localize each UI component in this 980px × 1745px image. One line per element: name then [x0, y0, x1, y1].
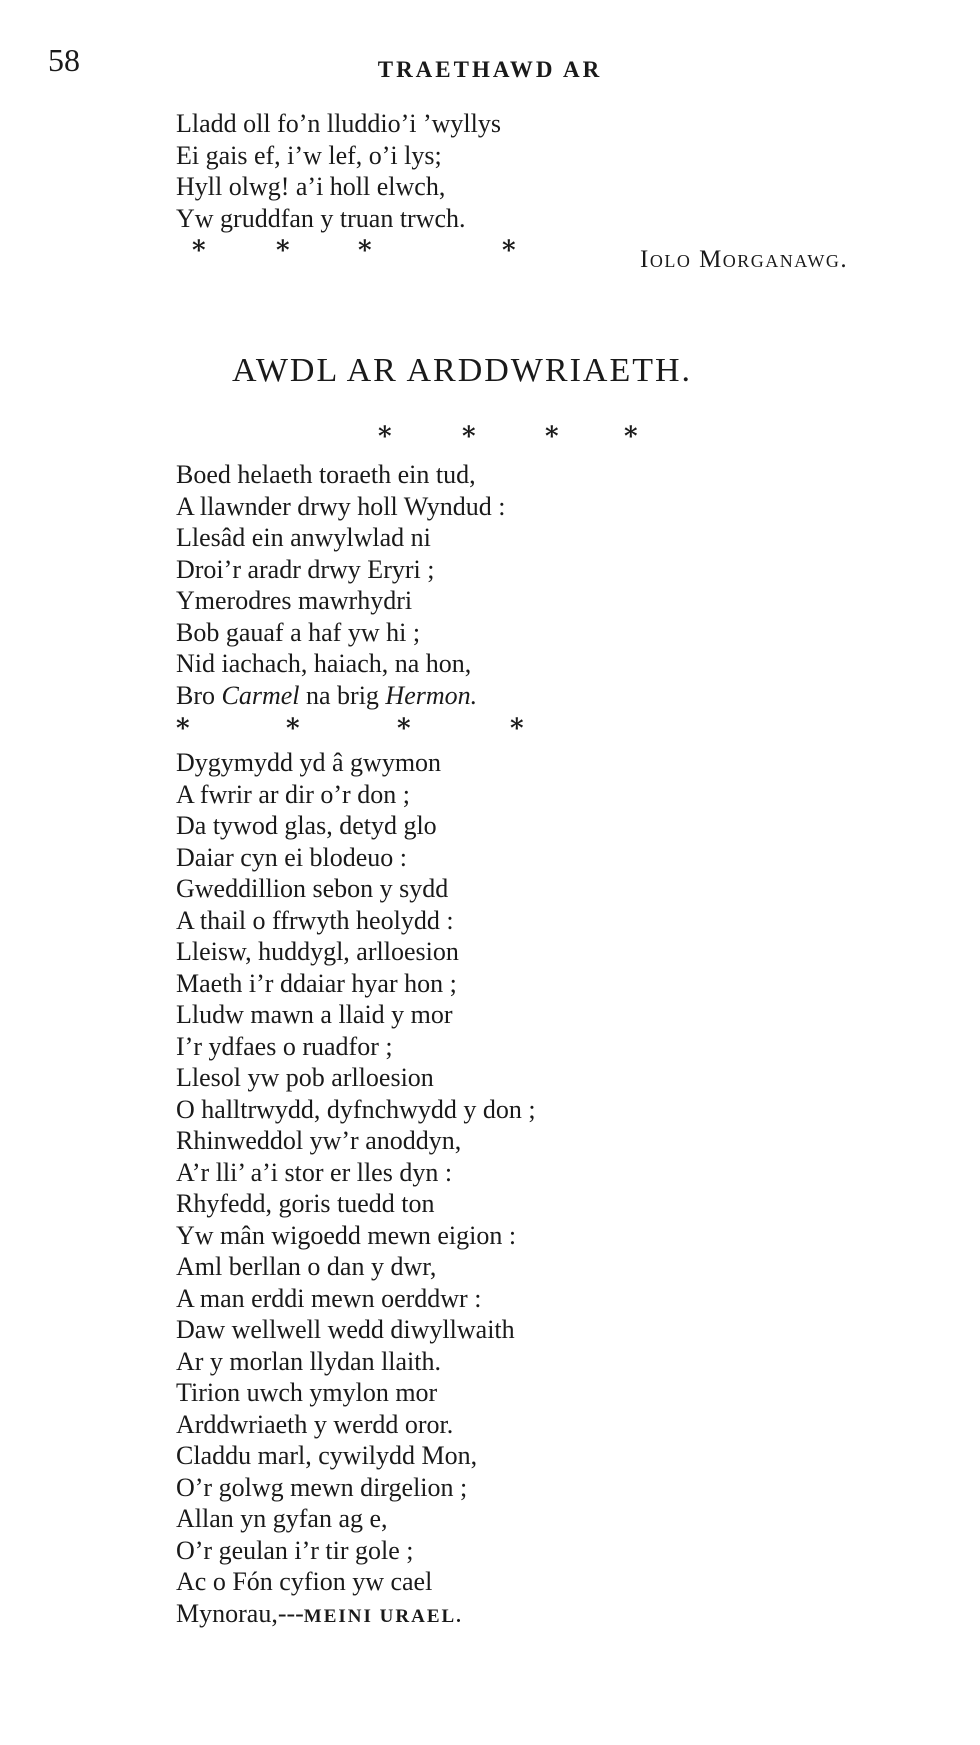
running-head: TRAETHAWD AR: [377, 57, 603, 82]
star-separator: [0, 716, 980, 746]
poem-line: O halltrwydd, dyfnchwydd y don ;: [176, 1094, 536, 1124]
poem-line: A man erddi mewn oerddwr :: [176, 1283, 482, 1313]
poem-line: Da tywod glas, detyd glo: [176, 811, 437, 840]
star-separator: [0, 424, 980, 454]
poem-line: Nid iachach, haiach, na hon,: [176, 649, 472, 678]
star: *: [397, 714, 411, 744]
poem-line: [176, 680, 505, 712]
poem-title: AWDL AR ARDDWRIAETH.: [232, 352, 693, 389]
poem-line: Daw wellwell wedd diwyllwaith: [176, 1315, 515, 1344]
poem-line: Aml berllan o dan y dwr,: [176, 1252, 437, 1281]
poem-line: A fwrir ar dir o’r don ;: [176, 779, 410, 809]
poem-line: Ei gais ef, i’w lef, o’i lys;: [176, 140, 442, 170]
stanza-one: [176, 459, 505, 711]
poem-line: Ymerodres mawrhydri: [176, 586, 413, 615]
poem-line: Rhinweddol yw’r anoddyn,: [176, 1126, 462, 1155]
star: *: [510, 714, 524, 744]
poem-line: O’r golwg mewn dirgelion ;: [176, 1472, 468, 1502]
poem-line: Hyll olwg! a’i holl elwch,: [176, 172, 446, 201]
poem-line: Dygymydd yd â gwymon: [176, 748, 442, 777]
page-number: 58: [48, 42, 80, 78]
poem-line: Arddwriaeth y werdd oror.: [176, 1409, 454, 1439]
poem-line: Ar y morlan llydan llaith.: [176, 1346, 442, 1376]
poem-line: Allan yn gyfan ag e,: [176, 1504, 388, 1533]
place-name-carmel: Carmel: [221, 680, 300, 710]
poem-line: Daiar cyn ei blodeuo :: [176, 842, 408, 872]
top-stanza: [176, 108, 501, 234]
stanza-two: [176, 747, 536, 1632]
author-signature: Iolo Morganawg.: [640, 246, 849, 273]
star: *: [276, 236, 290, 266]
poem-line: Tirion uwch ymylon mor: [176, 1378, 438, 1407]
poem-line: Claddu marl, cywilydd Mon,: [176, 1441, 478, 1470]
star: *: [462, 422, 476, 452]
poem-line: A thail o ffrwyth heolydd :: [176, 905, 454, 935]
poem-line: Maeth i’r ddaiar hyar hon ;: [176, 968, 457, 998]
star: *: [286, 714, 300, 744]
star: *: [176, 714, 190, 744]
line-middle: na brig: [299, 680, 386, 710]
poem-line: Llesol yw pob arlloesion: [176, 1063, 434, 1092]
star: *: [378, 422, 392, 452]
poem-line: O’r geulan i’r tir gole ;: [176, 1535, 414, 1565]
poem-line: I’r ydfaes o ruadfor ;: [176, 1031, 393, 1061]
star: *: [624, 422, 638, 452]
place-name-hermon: Hermon.: [385, 680, 478, 710]
small-caps-phrase: MEINI URAEL.: [303, 1605, 463, 1627]
poem-line: A’r lli’ a’i stor er lles dyn :: [176, 1157, 453, 1187]
poem-line: Lladd oll fo’n lluddio’i ’wyllys: [176, 109, 501, 138]
poem-line: [176, 1598, 536, 1633]
poem-line: A llawnder drwy holl Wyndud :: [176, 491, 506, 521]
poem-line: Rhyfedd, goris tuedd ton: [176, 1189, 435, 1218]
star: *: [358, 236, 372, 266]
poem-line: Boed helaeth toraeth ein tud,: [176, 460, 476, 489]
poem-line: Lludw mawn a llaid y mor: [176, 1000, 453, 1029]
poem-line: Yw gruddfan y truan trwch.: [176, 203, 466, 233]
poem-line: Bob gauaf a haf yw hi ;: [176, 617, 421, 647]
line-prefix: Mynorau,---: [176, 1598, 304, 1628]
star: *: [502, 236, 516, 266]
poem-line: Lleisw, huddygl, arlloesion: [176, 937, 459, 966]
line-prefix: Bro: [176, 680, 222, 710]
star: *: [192, 236, 206, 266]
poem-line: Droi’r aradr drwy Eryri ;: [176, 554, 435, 584]
poem-line: Ac o Fón cyfion yw cael: [176, 1567, 433, 1596]
poem-line: Yw mân wigoedd mewn eigion :: [176, 1220, 517, 1250]
poem-line: Gweddillion sebon y sydd: [176, 874, 449, 903]
star: *: [545, 422, 559, 452]
poem-line: Llesâd ein anwylwlad ni: [176, 523, 431, 552]
